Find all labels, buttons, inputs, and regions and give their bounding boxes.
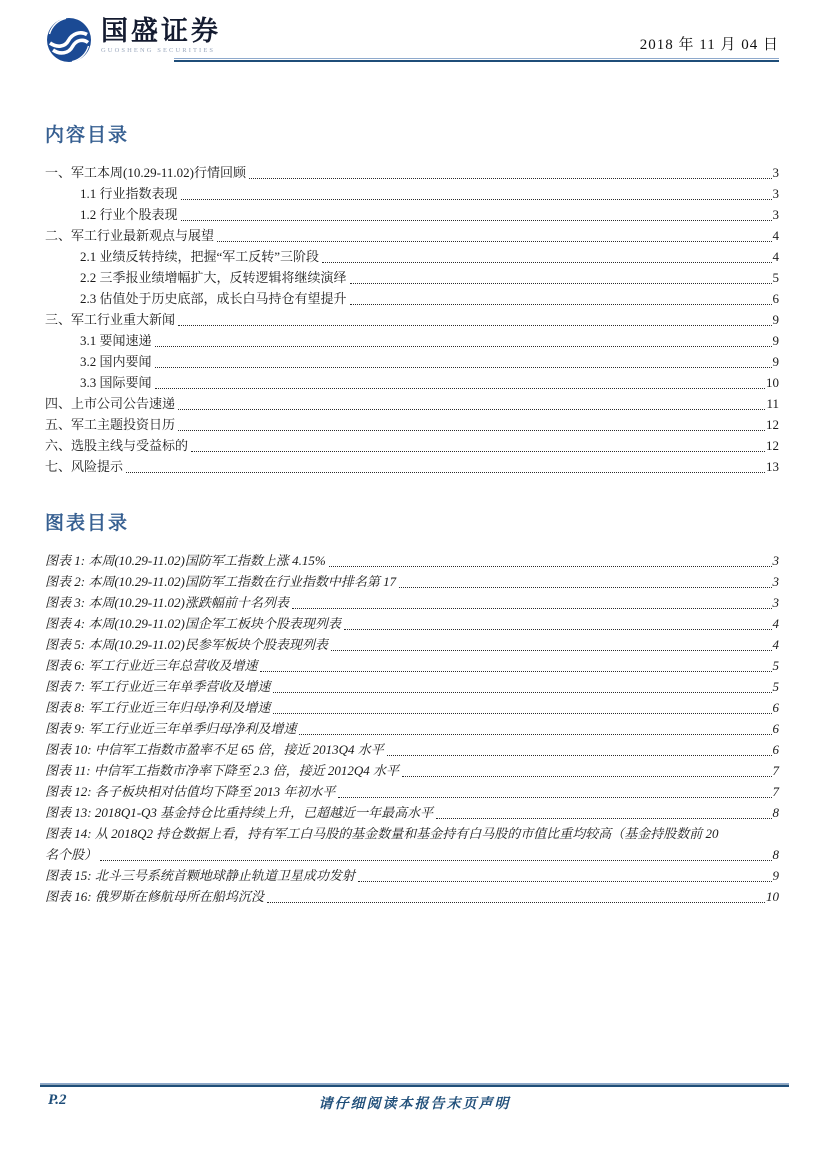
entry-text: 名个股） — [45, 847, 98, 862]
dotted-leader — [181, 220, 772, 221]
toc-entry[interactable] — [45, 414, 779, 435]
brand-subtitle: GUOSHENG SECURITIES — [101, 47, 216, 55]
dotted-leader — [292, 608, 772, 609]
page-footer — [40, 1083, 789, 1123]
entry-text: 图表 7: 军工行业近三年单季营收及增速 — [45, 679, 271, 694]
figure-entry[interactable] — [45, 865, 779, 886]
figure-entry[interactable] — [45, 676, 779, 697]
entry-page-number: 12 — [766, 417, 779, 432]
figure-entry[interactable] — [45, 634, 779, 655]
toc-entry[interactable] — [45, 288, 779, 309]
entry-text: 五、军工主题投资日历 — [45, 417, 176, 432]
brand-logo-icon — [46, 17, 92, 63]
dotted-leader — [178, 430, 765, 431]
entry-text: 2.3 估值处于历史底部，成长白马持仓有望提升 — [80, 291, 347, 306]
dotted-leader — [249, 178, 771, 179]
entry-text: 图表 5: 本周(10.29-11.02)民参军板块个股表现列表 — [45, 637, 328, 652]
entry-page-number: 5 — [772, 270, 779, 285]
dotted-leader — [191, 451, 765, 452]
page-number-label: P.2 — [48, 1092, 67, 1108]
header-rule — [174, 58, 779, 62]
figure-entry[interactable] — [45, 613, 779, 634]
entry-text: 图表 16: 俄罗斯在修航母所在船坞沉没 — [45, 889, 264, 904]
entry-text: 图表 15: 北斗三号系统首颗地球静止轨道卫星成功发射 — [45, 868, 355, 883]
entry-text: 七、风险提示 — [45, 459, 124, 474]
entry-page-number: 7 — [772, 763, 779, 778]
figures-title: 图表目录 — [45, 513, 130, 534]
entry-page-number: 11 — [766, 396, 779, 411]
entry-text: 图表 9: 军工行业近三年单季归母净利及增速 — [45, 721, 297, 736]
dotted-leader — [329, 566, 772, 567]
dotted-leader — [322, 262, 771, 263]
toc-entry[interactable] — [45, 162, 779, 183]
entry-text: 3.2 国内要闻 — [80, 354, 152, 369]
dotted-leader — [178, 409, 765, 410]
toc-entry[interactable] — [45, 456, 779, 477]
toc-entry[interactable] — [45, 225, 779, 246]
figure-entry[interactable] — [45, 823, 779, 844]
figure-entry[interactable] — [45, 802, 779, 823]
entry-text: 图表 13: 2018Q1-Q3 基金持仓比重持续上升，已超越近一年最高水平 — [45, 805, 434, 820]
dotted-leader — [260, 671, 771, 672]
dotted-leader — [344, 629, 772, 630]
figure-entry[interactable] — [45, 655, 779, 676]
toc-entry[interactable] — [45, 435, 779, 456]
toc-entry[interactable] — [45, 330, 779, 351]
entry-text: 2.2 三季报业绩增幅扩大，反转逻辑将继续演绎 — [80, 270, 347, 285]
entry-page-number: 10 — [766, 375, 779, 390]
figures-list — [45, 550, 779, 907]
entry-page-number: 9 — [772, 868, 779, 883]
dotted-leader — [338, 797, 771, 798]
figure-entry[interactable] — [45, 844, 779, 865]
entry-text: 1.1 行业指数表现 — [80, 186, 178, 201]
entry-text: 四、上市公司公告速递 — [45, 396, 176, 411]
entry-text: 图表 2: 本周(10.29-11.02)国防军工指数在行业指数中排名第 17 — [45, 574, 397, 589]
entry-page-number: 6 — [772, 700, 779, 715]
entry-text: 图表 1: 本周(10.29-11.02)国防军工指数上涨 4.15% — [45, 553, 326, 568]
dotted-leader — [155, 367, 772, 368]
entry-page-number: 13 — [766, 459, 779, 474]
entry-page-number: 9 — [772, 333, 779, 348]
dotted-leader — [350, 304, 772, 305]
dotted-leader — [387, 755, 772, 756]
toc-entry[interactable] — [45, 246, 779, 267]
dotted-leader — [436, 818, 771, 819]
entry-text: 图表 12: 各子板块相对估值均下降至 2013 年初水平 — [45, 784, 336, 799]
entry-page-number: 12 — [766, 438, 779, 453]
entry-page-number: 4 — [772, 249, 779, 264]
entry-text: 2.1 业绩反转持续，把握“军工反转”三阶段 — [80, 249, 320, 264]
report-date: 2018 年 11 月 04 日 — [639, 37, 779, 53]
figure-entry[interactable] — [45, 697, 779, 718]
entry-text: 图表 4: 本周(10.29-11.02)国企军工板块个股表现列表 — [45, 616, 341, 631]
entry-text: 六、选股主线与受益标的 — [45, 438, 189, 453]
entry-text: 图表 8: 军工行业近三年归母净利及增速 — [45, 700, 271, 715]
dotted-leader — [399, 587, 771, 588]
dotted-leader — [273, 713, 771, 714]
entry-text: 图表 6: 军工行业近三年总营收及增速 — [45, 658, 258, 673]
dotted-leader — [331, 650, 772, 651]
entry-text: 3.3 国际要闻 — [80, 375, 152, 390]
footer-disclaimer: 请仔细阅读本报告末页声明 — [318, 1097, 511, 1112]
figure-entry[interactable] — [45, 571, 779, 592]
dotted-leader — [126, 472, 765, 473]
entry-page-number: 3 — [772, 574, 779, 589]
toc-page-body — [45, 120, 779, 907]
figure-entry[interactable] — [45, 886, 779, 907]
entry-page-number: 6 — [772, 721, 779, 736]
entry-text: 二、军工行业最新观点与展望 — [45, 228, 215, 243]
dotted-leader — [100, 860, 771, 861]
dotted-leader — [358, 881, 772, 882]
figure-entry[interactable] — [45, 760, 779, 781]
entry-page-number: 4 — [772, 228, 779, 243]
dotted-leader — [350, 283, 772, 284]
entry-page-number: 9 — [772, 354, 779, 369]
entry-page-number: 3 — [772, 207, 779, 222]
entry-page-number: 4 — [772, 637, 779, 652]
toc-entry[interactable] — [45, 309, 779, 330]
entry-page-number: 8 — [772, 847, 779, 862]
entry-page-number: 7 — [772, 784, 779, 799]
entry-page-number: 10 — [766, 889, 779, 904]
figure-entry[interactable] — [45, 592, 779, 613]
dotted-leader — [217, 241, 771, 242]
footer-rule — [40, 1083, 789, 1087]
dotted-leader — [181, 199, 772, 200]
dotted-leader — [267, 902, 765, 903]
figure-entry[interactable] — [45, 550, 779, 571]
figure-entry[interactable] — [45, 718, 779, 739]
dotted-leader — [155, 388, 765, 389]
entry-page-number: 5 — [772, 658, 779, 673]
figure-entry[interactable] — [45, 781, 779, 802]
entry-text: 一、军工本周(10.29-11.02)行情回顾 — [45, 165, 247, 180]
brand-name: 国盛证券 — [101, 16, 221, 46]
figure-entry[interactable] — [45, 739, 779, 760]
entry-text: 1.2 行业个股表现 — [80, 207, 178, 222]
dotted-leader — [155, 346, 772, 347]
toc-entry[interactable] — [45, 267, 779, 288]
entry-page-number: 8 — [772, 805, 779, 820]
toc-entry[interactable] — [45, 204, 779, 225]
entry-text: 三、军工行业重大新闻 — [45, 312, 176, 327]
entry-text: 图表 14: 从 2018Q2 持仓数据上看，持有军工白马股的基金数量和基金持有白马股的市值比重均较高（基金持股数前 20 — [45, 826, 719, 841]
entry-page-number: 4 — [772, 616, 779, 631]
brand — [46, 17, 221, 63]
entry-page-number: 3 — [772, 595, 779, 610]
entry-page-number: 5 — [772, 679, 779, 694]
entry-text: 图表 11: 中信军工指数市净率下降至 2.3 倍，接近 2012Q4 水平 — [45, 763, 400, 778]
toc-entry[interactable] — [45, 351, 779, 372]
dotted-leader — [178, 325, 771, 326]
toc-entry[interactable] — [45, 183, 779, 204]
toc-entry[interactable] — [45, 372, 779, 393]
entry-text: 图表 10: 中信军工指数市盈率不足 65 倍，接近 2013Q4 水平 — [45, 742, 384, 757]
entry-page-number: 3 — [772, 165, 779, 180]
entry-page-number: 3 — [772, 186, 779, 201]
toc-entry[interactable] — [45, 393, 779, 414]
dotted-leader — [273, 692, 771, 693]
brand-text — [101, 17, 221, 54]
dotted-leader — [299, 734, 771, 735]
contents-list — [45, 162, 779, 477]
entry-page-number: 6 — [772, 742, 779, 757]
dotted-leader — [402, 776, 771, 777]
entry-page-number: 9 — [772, 312, 779, 327]
entry-page-number: 6 — [772, 291, 779, 306]
contents-title: 内容目录 — [45, 125, 130, 146]
entry-text: 图表 3: 本周(10.29-11.02)涨跌幅前十名列表 — [45, 595, 289, 610]
entry-text: 3.1 要闻速递 — [80, 333, 152, 348]
entry-page-number: 3 — [772, 553, 779, 568]
